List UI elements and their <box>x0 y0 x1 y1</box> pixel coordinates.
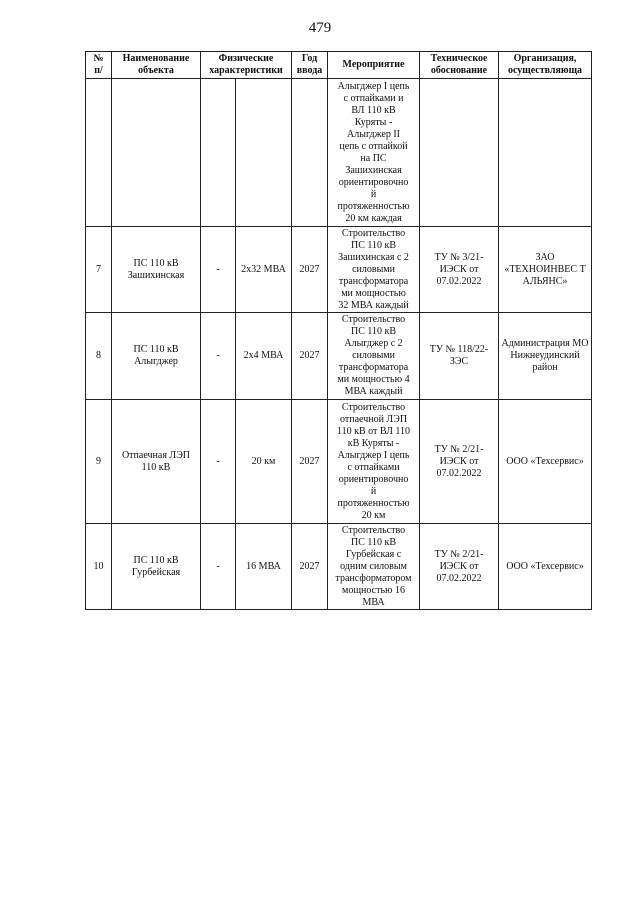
cell-phys-a: - <box>201 227 236 313</box>
header-physical: Физические характеристики <box>201 52 292 79</box>
cell-num: 9 <box>86 400 112 524</box>
cell-tech: ТУ № 3/21- ИЭСК от 07.02.2022 <box>420 227 499 313</box>
table-row <box>86 227 592 313</box>
cell-year: 2027 <box>292 524 328 610</box>
cell-org: ООО «Техсервис» <box>499 524 592 610</box>
table-row <box>86 79 592 227</box>
cell-phys-a: - <box>201 313 236 400</box>
cell-name: ПС 110 кВ Зашихинская <box>112 227 201 313</box>
cell-name: ПС 110 кВ Алыгджер <box>112 313 201 400</box>
header-name: Наименование объекта <box>112 52 201 79</box>
projects-table <box>85 51 592 610</box>
cell-phys-a: - <box>201 524 236 610</box>
cell-org: Администрация МО Нижнеудинский район <box>499 313 592 400</box>
cell-name <box>112 79 201 227</box>
table-row <box>86 400 592 524</box>
cell-org <box>499 79 592 227</box>
cell-tech: ТУ № 2/21- ИЭСК от 07.02.2022 <box>420 524 499 610</box>
cell-phys-b <box>236 79 292 227</box>
cell-phys-b: 2х4 МВА <box>236 313 292 400</box>
cell-phys-a <box>201 79 236 227</box>
header-num: № п/ <box>86 52 112 79</box>
cell-tech: ТУ № 118/22- ЗЭС <box>420 313 499 400</box>
cell-num: 8 <box>86 313 112 400</box>
header-year: Год ввода <box>292 52 328 79</box>
header-org: Организация, осуществляюща <box>499 52 592 79</box>
cell-num: 7 <box>86 227 112 313</box>
cell-num: 10 <box>86 524 112 610</box>
cell-phys-b: 20 км <box>236 400 292 524</box>
table-row <box>86 524 592 610</box>
cell-org: ООО «Техсервис» <box>499 400 592 524</box>
cell-measure: Строительство ПС 110 кВ Алыгджер с 2 силовыми трансформатора ми мощностью 4 МВА каждый <box>328 313 420 400</box>
cell-org: ЗАО «ТЕХНОИНВЕС Т АЛЬЯНС» <box>499 227 592 313</box>
cell-year <box>292 79 328 227</box>
cell-phys-b: 16 МВА <box>236 524 292 610</box>
cell-year: 2027 <box>292 400 328 524</box>
cell-phys-a: - <box>201 400 236 524</box>
cell-phys-b: 2х32 МВА <box>236 227 292 313</box>
cell-name: Отпаечная ЛЭП 110 кВ <box>112 400 201 524</box>
page-number: 479 <box>308 20 332 36</box>
cell-num <box>86 79 112 227</box>
cell-measure: Строительство ПС 110 кВ Зашихинская с 2 силовыми трансформатора ми мощностью 32 МВА каждый <box>328 227 420 313</box>
cell-year: 2027 <box>292 227 328 313</box>
cell-measure: Алыгджер I цепь с отпайками и ВЛ 110 кВ Куряты - Алыгджер II цепь с отпайкой на ПС Зашихинская ориентировочно й протяженностью 20 км каждая <box>328 79 420 227</box>
cell-tech <box>420 79 499 227</box>
cell-tech: ТУ № 2/21- ИЭСК от 07.02.2022 <box>420 400 499 524</box>
cell-measure: Строительство ПС 110 кВ Гурбейская с одним силовым трансформатором мощностью 16 МВА <box>328 524 420 610</box>
header-measure: Мероприятие <box>328 52 420 79</box>
cell-measure: Строительство отпаечной ЛЭП 110 кВ от ВЛ 110 кВ Куряты - Алыгджер I цепь с отпайками ориентировочно й протяженностью 20 км <box>328 400 420 524</box>
header-tech: Техническое обоснование <box>420 52 499 79</box>
cell-year: 2027 <box>292 313 328 400</box>
table-header-row <box>86 52 592 79</box>
table-row <box>86 313 592 400</box>
cell-name: ПС 110 кВ Гурбейская <box>112 524 201 610</box>
